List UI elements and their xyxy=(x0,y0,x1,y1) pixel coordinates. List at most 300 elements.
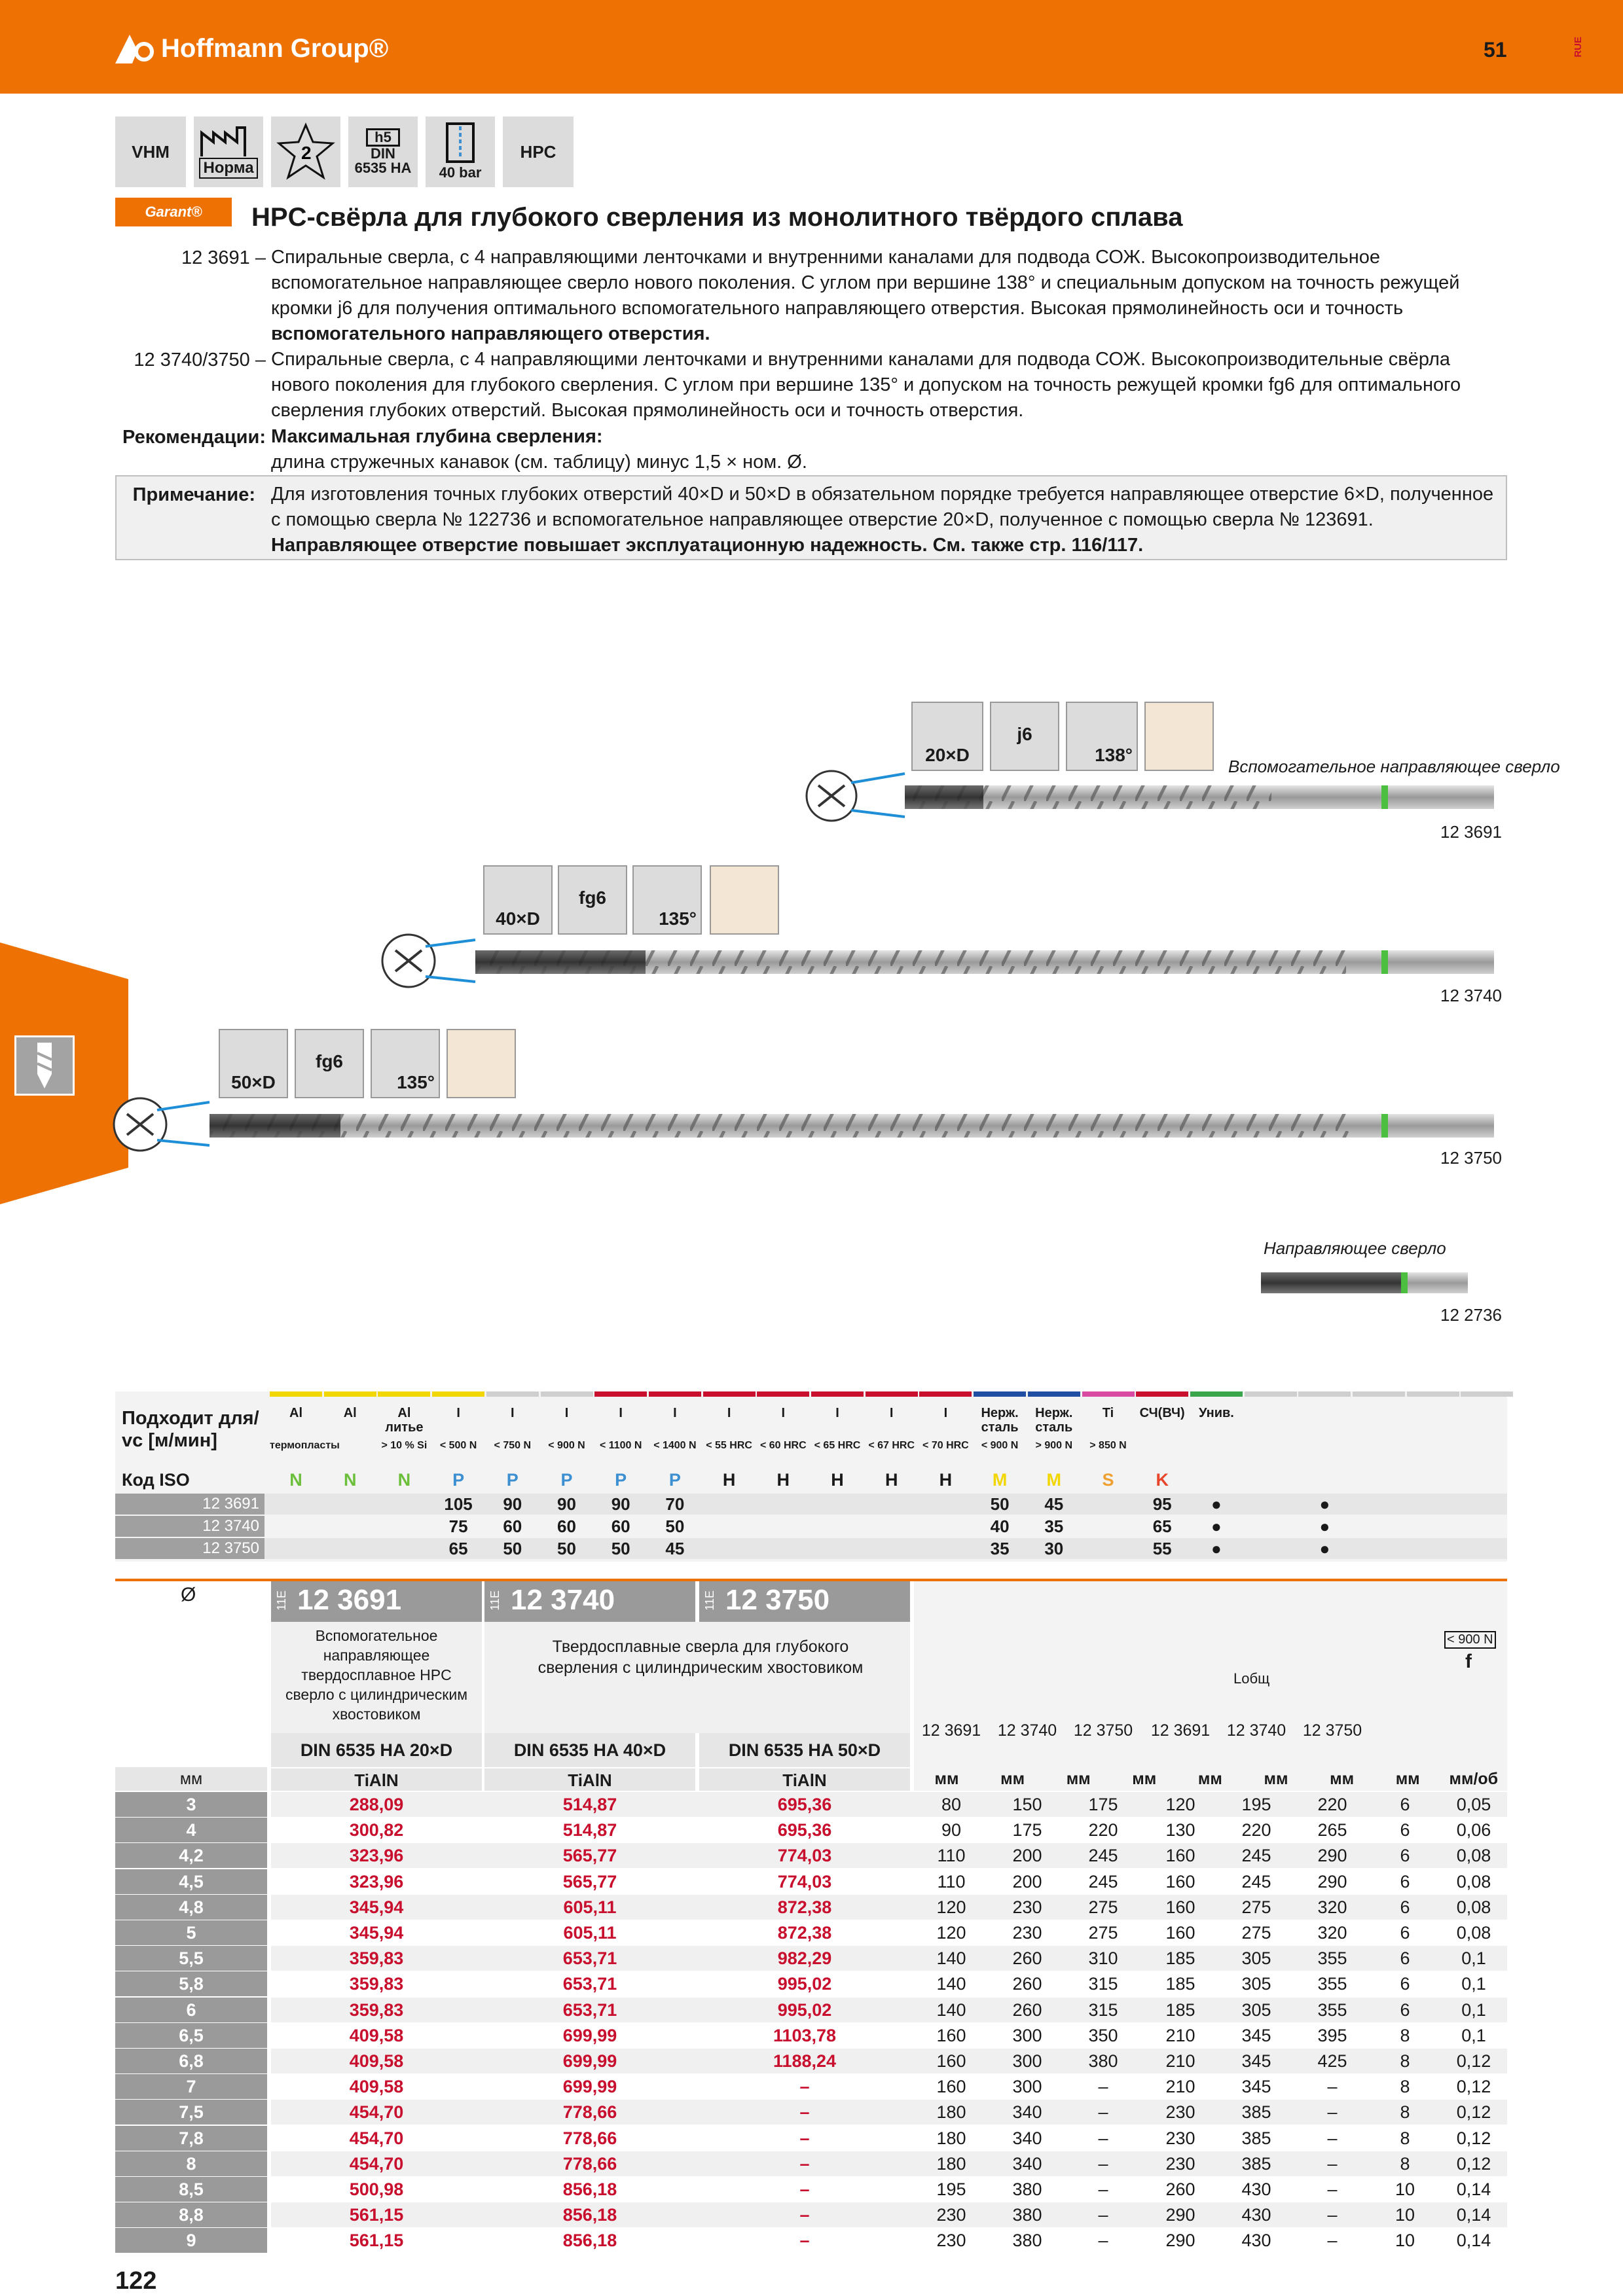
price-cell: 699,99 xyxy=(562,2025,617,2045)
price-cell: 653,71 xyxy=(562,1948,617,1969)
diameter-cell: 4 xyxy=(115,1818,267,1842)
tolerance-h5: h5 xyxy=(366,128,400,147)
table-cell: 315 xyxy=(1088,2000,1118,2020)
table-cell: – xyxy=(1098,2128,1108,2148)
footer-page-number: 122 xyxy=(115,2267,157,2295)
flutes-number: 2 xyxy=(301,143,312,163)
table-cell: 6 xyxy=(1400,1820,1410,1840)
table-cell: 380 xyxy=(1012,2231,1042,2251)
table-cell: 245 xyxy=(1088,1846,1118,1866)
iso-code: H xyxy=(776,1470,790,1490)
table-cell: 220 xyxy=(1317,1795,1347,1814)
price-cell: 778,66 xyxy=(562,2102,617,2123)
material-name: I xyxy=(835,1406,839,1420)
brand-name: Hoffmann Group® xyxy=(161,34,389,63)
table-cell: 0,1 xyxy=(1461,1974,1486,1994)
table-cell: 160 xyxy=(1165,1897,1195,1917)
price-cell: – xyxy=(799,2231,810,2251)
note-line: с помощью сверла № 122736 и вспомогательное направляющее отверстие 20×D, полученное с помощью сверла № 123691. xyxy=(271,509,1374,530)
iso-code: P xyxy=(668,1470,681,1490)
table-cell: 305 xyxy=(1241,1948,1271,1969)
materials-row-code: 12 3750 xyxy=(115,1538,264,1559)
diameter-cell: 5,5 xyxy=(115,1946,267,1971)
tolerance-j6-box xyxy=(990,702,1059,771)
table-cell: 110 xyxy=(937,1846,966,1866)
table-cell: 305 xyxy=(1241,1974,1271,1994)
table-cell: 230 xyxy=(936,2205,966,2225)
table-cell: 0,08 xyxy=(1456,1923,1491,1943)
material-condition: < 750 N xyxy=(494,1440,532,1451)
material-condition: < 70 HRC xyxy=(922,1440,969,1451)
material-condition: < 65 HRC xyxy=(814,1440,861,1451)
table-cell: 0,08 xyxy=(1456,1871,1491,1892)
material-color-bar xyxy=(866,1391,918,1397)
article-description: Твердосплавные сверла для глубокого сверления с цилиндрическим хвостовиком xyxy=(538,1638,864,1677)
article-description: Вспомогательное направляющее твердосплавное HPC сверло с цилиндрическим хвостовиком xyxy=(285,1627,468,1723)
table-cell: 380 xyxy=(1088,2051,1118,2071)
table-cell: 380 xyxy=(1012,2179,1042,2199)
material-name: I xyxy=(564,1406,569,1420)
table-cell: – xyxy=(1098,2102,1108,2123)
table-cell: 200 xyxy=(1012,1871,1042,1892)
price-cell: – xyxy=(799,2128,810,2148)
point-angle-135-box xyxy=(371,1029,440,1098)
price-cell: 359,83 xyxy=(349,1974,404,1994)
unit-label: мм xyxy=(1066,1770,1091,1788)
total-length-code: 12 3691 xyxy=(1150,1721,1211,1740)
cutting-speed-value: 60 xyxy=(557,1516,576,1536)
recommendations-label: Рекомендации: xyxy=(122,427,266,448)
page-number: 51 xyxy=(1484,38,1507,62)
material-name: I xyxy=(781,1406,786,1420)
diameter-cell: 6,5 xyxy=(115,2023,267,2048)
article-standard: DIN 6535 HA 40×D xyxy=(484,1733,695,1767)
article-prefix: 11E xyxy=(488,1590,501,1611)
price-cell: – xyxy=(799,2153,810,2174)
price-cell: 565,77 xyxy=(562,1871,617,1892)
recommendations-line: длина стружечных канавок (см. таблицу) минус 1,5 × ном. Ø. xyxy=(271,452,807,473)
cutting-speed-value: ● xyxy=(1211,1516,1222,1536)
price-cell: – xyxy=(799,2102,810,2123)
diameter-symbol: Ø xyxy=(181,1584,196,1605)
cutting-speed-value: 60 xyxy=(611,1516,630,1536)
badge-norm-text: Норма xyxy=(199,158,257,179)
price-cell: 514,87 xyxy=(562,1795,617,1814)
table-cell: 175 xyxy=(1088,1795,1118,1814)
unit-label: мм/об xyxy=(1449,1770,1499,1788)
table-cell: 0,14 xyxy=(1456,2231,1491,2251)
price-cell: 695,36 xyxy=(777,1820,832,1840)
article-coating: TiAlN xyxy=(484,1767,695,1791)
table-cell: 0,06 xyxy=(1456,1820,1491,1840)
price-cell: 699,99 xyxy=(562,2077,617,2097)
table-cell: 300 xyxy=(1012,2025,1042,2045)
table-cell: 160 xyxy=(1165,1923,1195,1943)
table-cell: 180 xyxy=(936,2128,966,2148)
price-cell: 856,18 xyxy=(562,2231,617,2251)
article-coating: TiAlN xyxy=(699,1767,910,1791)
table-cell: 290 xyxy=(1317,1871,1347,1892)
table-cell: 180 xyxy=(936,2102,966,2123)
table-cell: 345 xyxy=(1241,2051,1271,2071)
factory-icon xyxy=(199,125,258,158)
depth-value: 50×D xyxy=(231,1072,276,1092)
table-cell: 230 xyxy=(1165,2102,1195,2123)
table-cell: 260 xyxy=(1012,1948,1042,1969)
hoffmann-logo-icon xyxy=(115,35,155,63)
table-cell: 0,05 xyxy=(1456,1795,1491,1814)
material-name: I xyxy=(889,1406,894,1420)
table-cell: 6 xyxy=(1400,2000,1410,2020)
table-cell: 385 xyxy=(1241,2102,1271,2123)
table-cell: 310 xyxy=(1088,1948,1118,1969)
diameter-cell: 3 xyxy=(115,1792,267,1817)
table-cell: 345 xyxy=(1241,2025,1271,2045)
article-prefix: 11E xyxy=(275,1590,288,1611)
table-cell: 260 xyxy=(1165,2179,1195,2199)
two-flutes-icon xyxy=(276,122,335,181)
recommendations-line: Максимальная глубина сверления: xyxy=(271,426,603,447)
din-norm: DIN 6535 HA xyxy=(354,145,412,176)
table-cell: 0,1 xyxy=(1461,2025,1486,2045)
garant-brand: Garant® xyxy=(145,204,202,220)
iso-code: H xyxy=(939,1470,953,1490)
diameter-cell: 5,8 xyxy=(115,1971,267,1996)
table-cell: 385 xyxy=(1241,2153,1271,2174)
table-cell: 430 xyxy=(1241,2205,1271,2225)
table-cell: 195 xyxy=(1241,1795,1271,1814)
drill-caption-pilot-aux: Вспомогательное направляющее сверло xyxy=(1228,757,1560,776)
diameter-cell: 6,8 xyxy=(115,2049,267,2073)
table-cell: 230 xyxy=(936,2231,966,2251)
price-cell: 774,03 xyxy=(777,1846,832,1866)
cutting-speed-value: 70 xyxy=(665,1494,685,1514)
desc-line: нового поколения для глубокого сверления. С углом при вершине 135° и допуском на точность режущей кромки fg6 для оптимального xyxy=(271,374,1461,395)
table-cell: 8 xyxy=(1400,2128,1410,2148)
table-cell: 265 xyxy=(1317,1820,1347,1840)
material-color-bar xyxy=(974,1391,1026,1397)
table-cell: 340 xyxy=(1012,2128,1042,2148)
diameter-cell: 5 xyxy=(115,1920,267,1945)
table-cell: – xyxy=(1327,2128,1338,2148)
diameter-cell: 7,8 xyxy=(115,2126,267,2151)
table-cell: 175 xyxy=(1012,1820,1042,1840)
article-standard: DIN 6535 HA 50×D xyxy=(699,1733,910,1767)
material-name: Унив. xyxy=(1198,1406,1234,1420)
price-cell: 500,98 xyxy=(349,2179,404,2199)
price-cell: – xyxy=(799,2077,810,2097)
depth-value: 40×D xyxy=(496,908,540,929)
material-name: Нерж. сталь xyxy=(1035,1406,1073,1435)
iso-code: S xyxy=(1102,1470,1114,1490)
cutting-speed-value: 50 xyxy=(557,1539,576,1558)
material-name: Ti xyxy=(1102,1406,1114,1420)
angle-value: 135° xyxy=(397,1072,435,1092)
drill-code: 12 2736 xyxy=(1440,1305,1502,1325)
cutting-speed-value: 65 xyxy=(1152,1516,1172,1536)
table-cell: 120 xyxy=(1165,1795,1195,1814)
unit-label: мм xyxy=(115,1767,267,1791)
table-cell: 385 xyxy=(1241,2128,1271,2148)
price-cell: 409,58 xyxy=(349,2051,404,2071)
table-cell: 0,12 xyxy=(1456,2128,1491,2148)
table-cell: 10 xyxy=(1395,2179,1415,2199)
material-color-bar xyxy=(1298,1391,1351,1397)
price-cell: 995,02 xyxy=(777,2000,832,2020)
cutting-speed-value: 35 xyxy=(990,1539,1010,1558)
table-cell: 275 xyxy=(1241,1897,1271,1917)
diameter-cell: 4,8 xyxy=(115,1895,267,1920)
table-cell: 195 xyxy=(936,2179,966,2199)
diameter-cell: 8,5 xyxy=(115,2177,267,2202)
material-color-bar xyxy=(324,1391,376,1397)
iso-code: M xyxy=(992,1470,1008,1490)
table-cell: – xyxy=(1327,2205,1338,2225)
iso-code: P xyxy=(506,1470,519,1490)
material-color-bar xyxy=(1136,1391,1188,1397)
badge-hpc xyxy=(503,117,574,187)
cutting-speed-value: 35 xyxy=(1044,1516,1064,1536)
cutting-speed-value: ● xyxy=(1211,1494,1222,1514)
diameter-cell: 6 xyxy=(115,1998,267,2022)
table-cell: 6 xyxy=(1400,1974,1410,1994)
badge-vhm xyxy=(115,117,186,187)
point-angle-138-box xyxy=(1066,702,1138,771)
table-cell: 0,08 xyxy=(1456,1846,1491,1866)
table-cell: 290 xyxy=(1317,1846,1347,1866)
table-cell: 340 xyxy=(1012,2153,1042,2174)
material-color-bar xyxy=(486,1391,539,1397)
cutting-speed-value: 90 xyxy=(503,1494,522,1514)
coolant-pressure-icon xyxy=(441,122,480,164)
table-cell: – xyxy=(1327,2077,1338,2097)
table-cell: 0,14 xyxy=(1456,2179,1491,2199)
cutting-speed-value: 75 xyxy=(448,1516,468,1536)
iso-code: N xyxy=(397,1470,411,1490)
table-cell: 320 xyxy=(1317,1923,1347,1943)
iso-code: H xyxy=(722,1470,736,1490)
price-cell: 359,83 xyxy=(349,2000,404,2020)
price-cell: 653,71 xyxy=(562,1974,617,1994)
cutting-speed-value: ● xyxy=(1211,1539,1222,1558)
price-cell: 359,83 xyxy=(349,1948,404,1969)
unit-label: мм xyxy=(1197,1770,1222,1788)
depth-20xd-box xyxy=(911,702,983,771)
table-cell: 300 xyxy=(1012,2051,1042,2071)
table-cell: – xyxy=(1098,2153,1108,2174)
unit-label: мм xyxy=(1264,1770,1288,1788)
table-cell: – xyxy=(1098,2179,1108,2199)
note-label: Примечание: xyxy=(132,484,255,505)
table-cell: 345 xyxy=(1241,2077,1271,2097)
iso-code: H xyxy=(831,1470,844,1490)
material-condition: < 60 HRC xyxy=(759,1440,807,1451)
table-cell: 0,12 xyxy=(1456,2102,1491,2123)
price-cell: 699,99 xyxy=(562,2051,617,2071)
badge-flutes xyxy=(271,117,340,187)
desc-line: Спиральные сверла, с 4 направляющими ленточками и внутренними каналами для подвода СОЖ. Высокопроизводительное xyxy=(271,247,1381,268)
table-cell: 260 xyxy=(1012,2000,1042,2020)
cutting-speed-value: 30 xyxy=(1044,1539,1064,1558)
table-cell: 185 xyxy=(1165,1974,1195,1994)
cutting-speed-value: 65 xyxy=(448,1539,468,1558)
tolerance-value: fg6 xyxy=(579,888,606,908)
unit-label: мм xyxy=(934,1770,959,1788)
depth-50xd-box xyxy=(219,1029,288,1098)
table-cell: 395 xyxy=(1317,2025,1347,2045)
badge-coolant xyxy=(426,117,495,187)
table-cell: 160 xyxy=(1165,1846,1195,1866)
dims-header-bg xyxy=(914,1581,1507,1791)
table-cell: 8 xyxy=(1400,2102,1410,2123)
price-cell: 695,36 xyxy=(777,1795,832,1814)
table-cell: 210 xyxy=(1165,2025,1195,2045)
point-angle-135-box xyxy=(632,865,702,935)
table-cell: 230 xyxy=(1012,1897,1042,1917)
table-cell: 355 xyxy=(1317,2000,1347,2020)
flute-length-code: 12 3740 xyxy=(997,1721,1057,1740)
table-cell: 245 xyxy=(1088,1871,1118,1892)
table-cell: 160 xyxy=(1165,1871,1195,1892)
table-cell: 120 xyxy=(936,1897,966,1917)
table-cell: 210 xyxy=(1165,2051,1195,2071)
price-cell: – xyxy=(799,2205,810,2225)
price-cell: 982,29 xyxy=(777,1948,832,1969)
iso-code: P xyxy=(615,1470,627,1490)
table-cell: 185 xyxy=(1165,2000,1195,2020)
table-cell: 230 xyxy=(1165,2128,1195,2148)
cutting-speed-value: 60 xyxy=(503,1516,522,1536)
table-cell: 185 xyxy=(1165,1948,1195,1969)
total-length-code: 12 3750 xyxy=(1302,1721,1362,1740)
price-cell: 778,66 xyxy=(562,2128,617,2148)
price-cell: 856,18 xyxy=(562,2205,617,2225)
table-cell: 6 xyxy=(1400,1897,1410,1917)
brand-logo xyxy=(115,34,388,63)
table-cell: 0,1 xyxy=(1461,2000,1486,2020)
materials-heading xyxy=(122,1407,259,1452)
drill-caption-pilot: Направляющее сверло xyxy=(1264,1238,1446,1258)
diameter-cell: 7 xyxy=(115,2074,267,2099)
price-cell: 872,38 xyxy=(777,1923,832,1943)
feed-condition: < 900 N xyxy=(1444,1631,1496,1649)
cutting-speed-value: ● xyxy=(1319,1494,1330,1514)
table-cell: – xyxy=(1327,2153,1338,2174)
table-cell: 8 xyxy=(1400,2051,1410,2071)
materials-heading-2: vc [м/мин] xyxy=(122,1430,217,1451)
article-standard: DIN 6535 HA 20×D xyxy=(271,1733,482,1767)
desc-line: кромки j6 для получения оптимального вспомогательного направляющего отверстия. Высокая прямолинейность оси и точность xyxy=(271,298,1404,319)
material-color-bar xyxy=(1245,1391,1297,1397)
cutting-speed-value: 50 xyxy=(611,1539,630,1558)
article-coating: TiAlN xyxy=(271,1767,482,1791)
diameter-cell: 4,5 xyxy=(115,1869,267,1894)
unit-label: мм xyxy=(1395,1770,1420,1788)
iso-code: N xyxy=(343,1470,357,1490)
table-cell: 275 xyxy=(1088,1923,1118,1943)
angle-value: 138° xyxy=(1095,745,1133,765)
price-cell: 1188,24 xyxy=(773,2051,837,2071)
drill-code: 12 3691 xyxy=(1440,822,1502,842)
total-length-code: 12 3740 xyxy=(1226,1721,1286,1740)
table-cell: 290 xyxy=(1165,2205,1195,2225)
price-cell: 856,18 xyxy=(562,2179,617,2199)
materials-row-code: 12 3691 xyxy=(115,1494,264,1515)
table-cell: 140 xyxy=(936,1974,966,1994)
table-cell: 10 xyxy=(1395,2205,1415,2225)
table-cell: 6 xyxy=(1400,1846,1410,1866)
price-cell: 323,96 xyxy=(349,1871,404,1892)
material-condition: термопласты xyxy=(270,1440,340,1451)
desc-line: Спиральные сверла, с 4 направляющими ленточками и внутренними каналами для подвода СОЖ. Высокопроизводительные свёрла xyxy=(271,349,1451,370)
table-cell: 110 xyxy=(937,1871,966,1892)
iso-code: K xyxy=(1156,1470,1169,1490)
note-line: Для изготовления точных глубоких отверстий 40×D и 50×D в обязательном порядке требуется направляющее отверстие 6×D, полученное xyxy=(271,484,1494,505)
iso-code: H xyxy=(884,1470,898,1490)
table-cell: 320 xyxy=(1317,1897,1347,1917)
table-cell: 160 xyxy=(936,2025,966,2045)
material-name: I xyxy=(673,1406,677,1420)
flute-length-code: 12 3750 xyxy=(1073,1721,1133,1740)
material-name: I xyxy=(456,1406,460,1420)
material-name: СЧ(ВЧ) xyxy=(1139,1406,1185,1420)
price-cell: 561,15 xyxy=(349,2231,404,2251)
price-cell: 409,58 xyxy=(349,2077,404,2097)
table-cell: 275 xyxy=(1241,1923,1271,1943)
material-color-bar xyxy=(432,1391,484,1397)
table-cell: 430 xyxy=(1241,2231,1271,2251)
table-cell: 150 xyxy=(1012,1795,1042,1814)
material-name: Al литье xyxy=(385,1406,424,1435)
table-cell: 340 xyxy=(1012,2102,1042,2123)
material-condition: < 67 HRC xyxy=(868,1440,915,1451)
cutting-speed-value: 45 xyxy=(1044,1494,1064,1514)
price-cell: 454,70 xyxy=(349,2102,404,2123)
price-cell: – xyxy=(799,2179,810,2199)
hole-type-icon xyxy=(710,865,779,935)
desc-line: вспомогательное направляющее сверло нового поколения. С углом при вершине 138° и специальным допуском на точность режущей xyxy=(271,272,1460,293)
table-cell: 80 xyxy=(941,1795,962,1814)
material-condition: < 1100 N xyxy=(599,1440,642,1451)
material-color-bar xyxy=(594,1391,647,1397)
badge-vhm-text: VHM xyxy=(132,141,170,162)
tolerance-value: j6 xyxy=(1017,724,1032,744)
material-name: Al xyxy=(289,1406,302,1420)
garant-brand-bar xyxy=(115,198,232,226)
material-name: Нерж. сталь xyxy=(981,1406,1019,1435)
table-cell: 8 xyxy=(1400,2153,1410,2174)
material-color-bar xyxy=(1190,1391,1243,1397)
cutting-speed-value: 50 xyxy=(990,1494,1010,1514)
table-cell: 180 xyxy=(936,2153,966,2174)
price-cell: 774,03 xyxy=(777,1871,832,1892)
material-condition: < 900 N xyxy=(548,1440,585,1451)
material-color-bar xyxy=(703,1391,756,1397)
diameter-cell: 9 xyxy=(115,2228,267,2253)
table-cell: 8 xyxy=(1400,2077,1410,2097)
table-cell: 0,08 xyxy=(1456,1897,1491,1917)
tolerance-value: fg6 xyxy=(316,1051,343,1071)
page-title: HPC-свёрла для глубокого сверления из монолитного твёрдого сплава xyxy=(251,203,1183,232)
badge-norm xyxy=(194,117,263,187)
angle-value: 135° xyxy=(659,908,697,929)
table-cell: 220 xyxy=(1241,1820,1271,1840)
coolant-pressure-text: 40 bar xyxy=(439,164,482,181)
unit-label: мм xyxy=(1000,1770,1025,1788)
material-color-bar xyxy=(270,1391,322,1397)
table-cell: 200 xyxy=(1012,1846,1042,1866)
material-name: I xyxy=(511,1406,515,1420)
